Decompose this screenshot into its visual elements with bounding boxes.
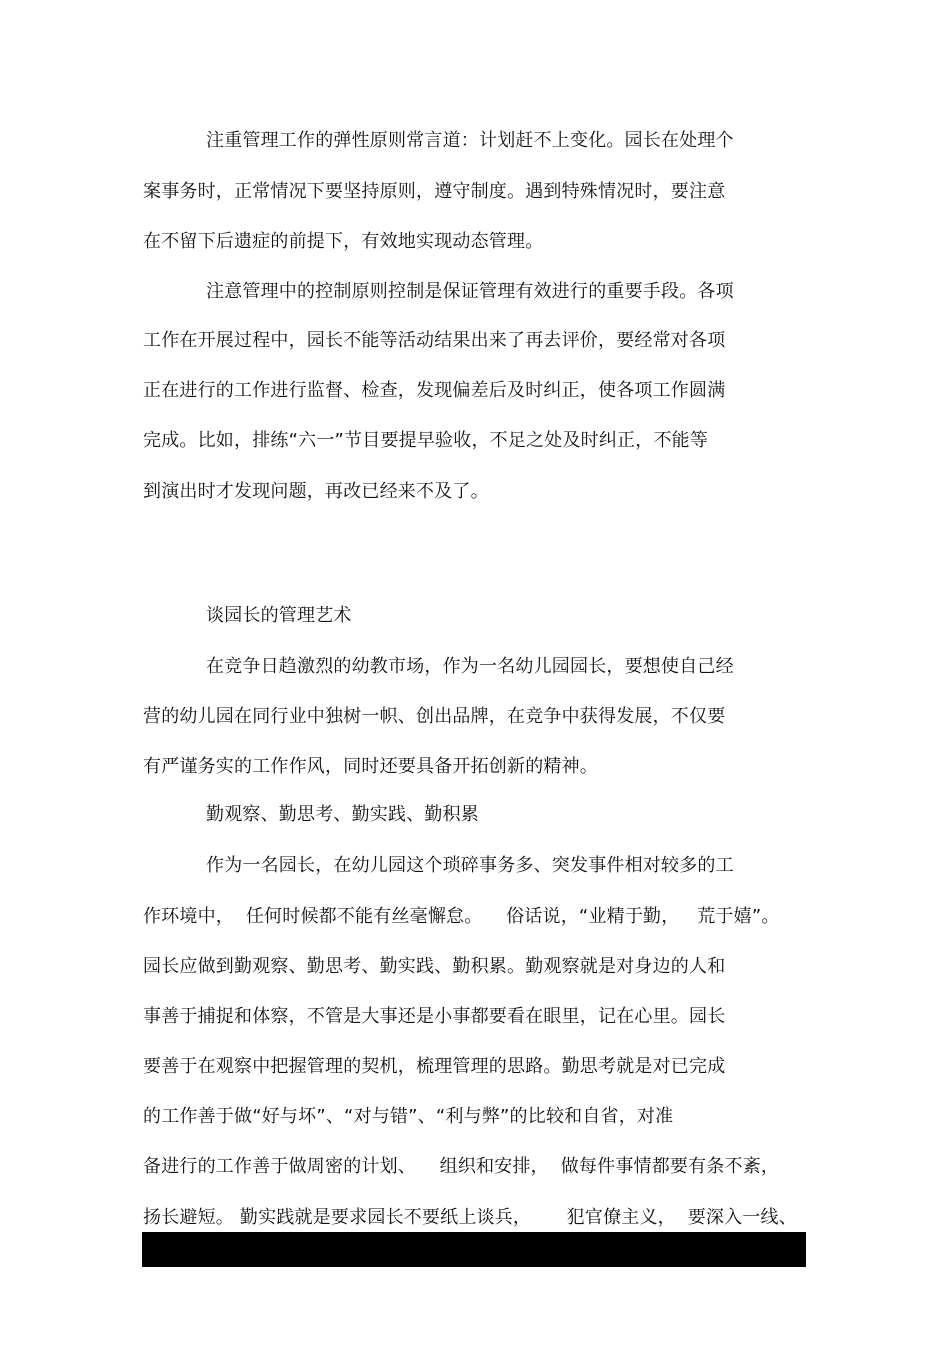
text-line: 作环境中， 任何时候都不能有丝毫懈怠。 俗话说，“业精于勤， 荒于嬉”。 xyxy=(143,906,780,927)
text-line: 事善于捕捉和体察，不管是大事还是小事都要看在眼里，记在心里。园长 xyxy=(143,1006,726,1027)
text-line: 扬长避短。 勤实践就是要求园长不要纸上谈兵， 犯官僚主义， 要深入一线、 xyxy=(143,1207,797,1228)
text-line: 备进行的工作善于做周密的计划、 组织和安排， 做每件事情都要有条不紊， xyxy=(143,1156,780,1177)
subheading: 勤观察、勤思考、勤实践、勤积累 xyxy=(206,804,479,825)
text-line: 在不留下后遗症的前提下，有效地实现动态管理。 xyxy=(143,231,544,252)
text-line: 园长应做到勤观察、勤思考、勤实践、勤积累。勤观察就是对身边的人和 xyxy=(143,956,726,977)
text-line: 作为一名园长，在幼儿园这个琐碎事务多、突发事件相对较多的工 xyxy=(206,855,734,876)
text-line: 案事务时，正常情况下要坚持原则，遵守制度。遇到特殊情况时，要注意 xyxy=(143,181,726,202)
text-line: 要善于在观察中把握管理的契机，梳理管理的思路。勤思考就是对已完成 xyxy=(143,1056,726,1077)
section-heading: 谈园长的管理艺术 xyxy=(206,605,352,626)
text-line: 注重管理工作的弹性原则常言道：计划赶不上变化。园长在处理个 xyxy=(206,130,734,151)
text-line: 有严谨务实的工作作风，同时还要具备开拓创新的精神。 xyxy=(143,756,598,777)
text-line: 营的幼儿园在同行业中独树一帜、创出品牌，在竞争中获得发展，不仅要 xyxy=(143,706,726,727)
redaction-bar xyxy=(142,1232,806,1267)
text-line: 在竞争日趋激烈的幼教市场，作为一名幼儿园园长，要想使自己经 xyxy=(206,656,734,677)
text-line: 到演出时才发现问题，再改已经来不及了。 xyxy=(143,481,489,502)
text-line: 工作在开展过程中，园长不能等活动结果出来了再去评价，要经常对各项 xyxy=(143,330,726,351)
text-line: 正在进行的工作进行监督、检查，发现偏差后及时纠正，使各项工作圆满 xyxy=(143,380,726,401)
text-line: 注意管理中的控制原则控制是保证管理有效进行的重要手段。各项 xyxy=(206,281,734,302)
text-line: 完成。比如，排练“六一”节目要提早验收，不足之处及时纠正，不能等 xyxy=(143,430,709,451)
text-line: 的工作善于做“好与坏”、“对与错”、“利与弊”的比较和自省，对准 xyxy=(143,1106,674,1127)
